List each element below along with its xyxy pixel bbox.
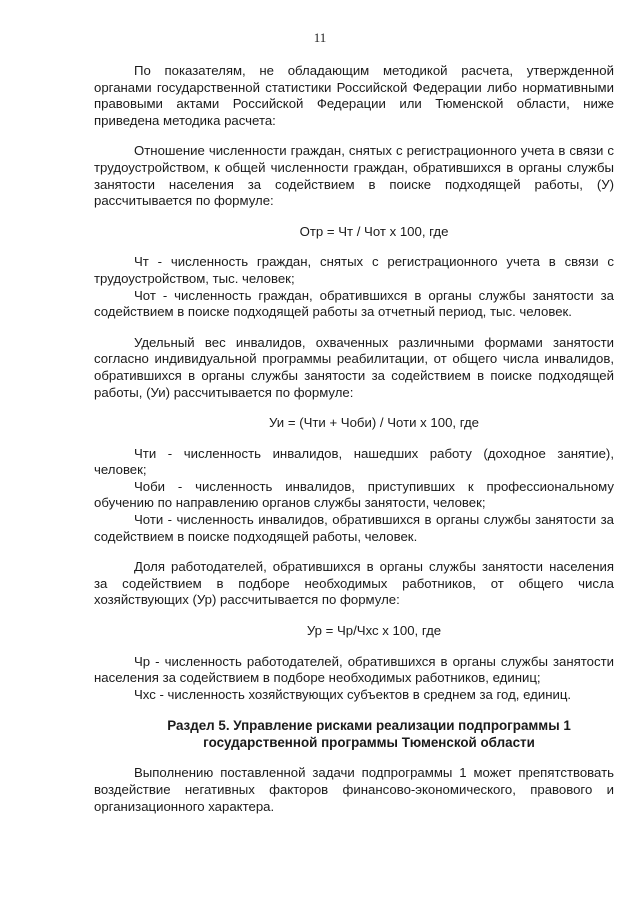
indicator-2-paragraph: Удельный вес инвалидов, охваченных различными формами занятости согласно индивидуальной программы реабилитации, от общего числа инвалидов, обратившихся в органы службы занятости за содействием в поиске подходящей работы, (Уи) рассчитывается по формуле: bbox=[94, 334, 614, 400]
definition-cht: Чт - численность граждан, снятых с регистрационного учета в связи с трудоустройством, тыс. человек; bbox=[94, 254, 614, 286]
formula-3: Ур = Чр/Чхс х 100, где bbox=[306, 623, 442, 639]
section-heading-line-2: государственной программы Тюменской области bbox=[203, 735, 535, 751]
section-heading-line-1: Раздел 5. Управление рисками реализации подпрограммы 1 bbox=[167, 718, 571, 734]
indicator-1-paragraph: Отношение численности граждан, снятых с регистрационного учета в связи с трудоустройством, к общей численности граждан, обратившихся в органы службы занятости населения за содействием в поиске подходящей работы, (У) рассчитывается по формуле: bbox=[94, 143, 614, 209]
formula-2: Уи = (Чти + Чоби) / Чоти х 100, где bbox=[269, 415, 479, 431]
page-number: 11 bbox=[313, 30, 327, 45]
definition-chti: Чти - численность инвалидов, нашедших работу (доходное занятие), человек; bbox=[94, 445, 614, 478]
definition-chobi: Чоби - численность инвалидов, приступивших к профессиональному обучению по направлению органов службы занятости, человек; bbox=[94, 478, 614, 511]
document-body bbox=[94, 63, 614, 815]
definition-chr: Чр - численность работодателей, обратившихся в органы службы занятости населения за содействием в подборе необходимых работников, единиц; bbox=[94, 653, 614, 686]
indicator-3-paragraph: Доля работодателей, обратившихся в органы службы занятости населения за содействием в подборе необходимых работников, от общего числа хозяйствующих (Ур) рассчитывается по формуле: bbox=[94, 559, 614, 608]
definition-chhs: Чхс - численность хозяйствующих субъектов в среднем за год, единиц. bbox=[134, 686, 572, 702]
intro-paragraph: По показателям, не обладающим методикой расчета, утвержденной органами государственной статистики Российской Федерации либо нормативными правовыми актами Российской Федерации или Тюменской области, ниже приведена методика расчета: bbox=[94, 63, 614, 128]
definition-chot: Чот - численность граждан, обратившихся в органы службы занятости за содействием в поиске подходящей работы за отчетный период, тыс. человек. bbox=[94, 287, 614, 320]
definition-choti: Чоти - численность инвалидов, обратившихся в органы службы занятости за содействием в поиске подходящей работы, человек. bbox=[94, 512, 614, 544]
formula-1: Отр = Чт / Чот х 100, где bbox=[299, 223, 449, 239]
risk-paragraph: Выполнению поставленной задачи подпрограммы 1 может препятствовать воздействие негативных факторов финансово-экономического, правового и организационного характера. bbox=[94, 765, 614, 814]
